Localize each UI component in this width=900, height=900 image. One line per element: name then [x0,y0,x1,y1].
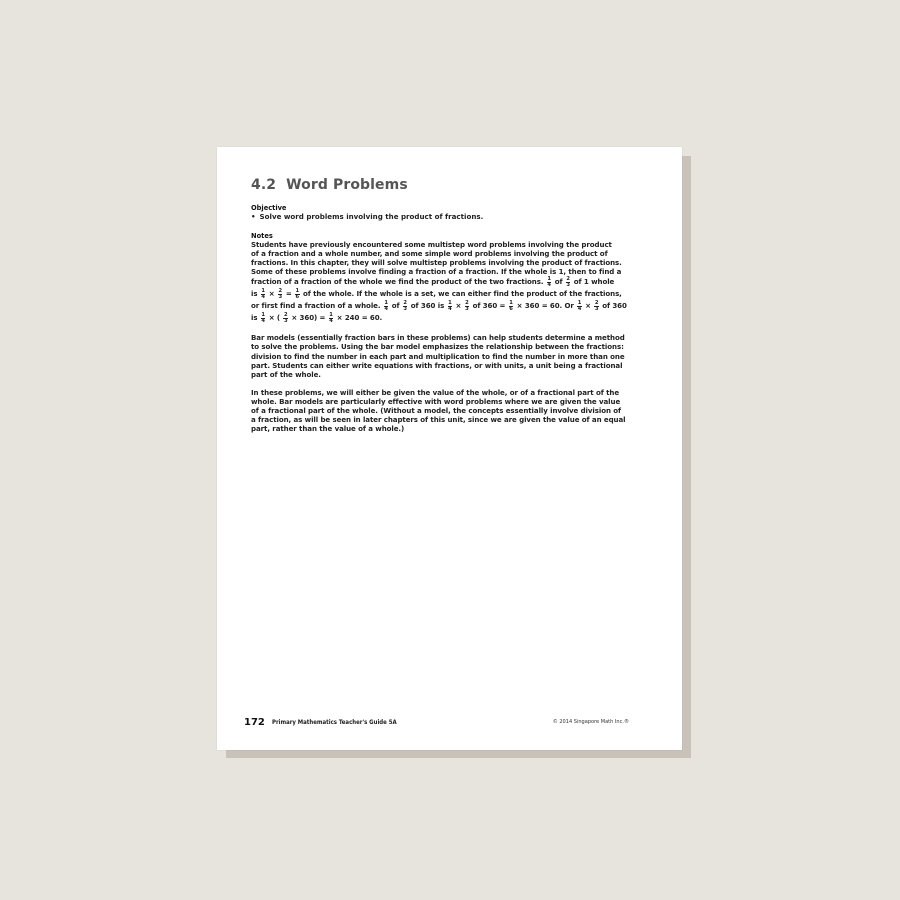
fraction: $\frac{1}{6}$ [295,287,300,300]
objective-item-text: Solve word problems involving the product of fractions. [259,212,484,221]
text-line: a fraction, as will be seen in later chapters of this unit, since we are given the value of an equal [251,415,626,425]
text-run: × 240 = 60. [336,313,383,323]
text-run: of the whole. If the whole is a set, we can either find the product of the fractions, [302,289,622,299]
text-line: Some of these problems involve finding a fraction of a fraction. If the whole is 1, then to find a [251,267,622,277]
text-run: of 360 is [410,301,445,311]
section-title-text: Word Problems [286,177,408,193]
text-run: × [455,301,462,311]
notes-heading: Notes [251,231,273,240]
bullet-icon: • [251,212,256,221]
section-title [251,177,617,193]
page-content [251,177,627,442]
section-number: 4.2 [251,177,277,193]
fraction: $\frac{1}{4}$ [261,311,265,324]
notes-paragraph-3 [251,387,626,434]
fraction: $\frac{1}{4}$ [448,299,452,312]
fraction: $\frac{1}{6}$ [509,299,513,312]
fraction: $\frac{2}{3}$ [465,299,469,312]
book-title: Primary Mathematics Teacher's Guide 5A [272,719,397,726]
text-run: of 1 whole [573,277,615,287]
text-run: × [268,289,275,299]
document-page [217,147,682,750]
fraction: $\frac{1}{4}$ [384,299,388,312]
page-number: 172 [244,717,265,728]
text-run: fraction of a fraction of the whole we find the product of the two fractions. [251,277,544,287]
text-line: part of the whole. [251,369,321,379]
text-line: of a fraction and a whole number, and some simple word problems involving the product of [251,249,608,259]
text-line: Students have previously encountered some multistep word problems involving the product [251,240,612,249]
text-line: fractions. In this chapter, they will solve multistep problems involving the product of fractions. [251,258,622,268]
text-run: × ( [268,313,281,323]
text-run: × 360) = [291,313,326,323]
text-line: whole. Bar models are particularly effective with word problems where we are given the value [251,396,621,406]
fraction: $\frac{2}{3}$ [566,275,570,288]
math-line [251,276,617,288]
math-line [251,299,627,312]
text-line: Bar models (essentially fraction bars in these problems) can help students determine a method [251,333,625,343]
page-footer [244,717,629,729]
fraction: $\frac{1}{4}$ [261,287,265,300]
text-line: division to find the number in each part and multiplication to find the number in more than one [251,351,625,361]
text-run: = [285,289,292,299]
text-run: or first find a fraction of a whole. [251,301,381,311]
fraction: $\frac{1}{4}$ [547,275,551,288]
fraction: $\frac{2}{3}$ [283,311,288,324]
text-run: is [251,289,258,299]
text-run: × 360 = 60. Or [516,301,574,311]
fraction: $\frac{2}{3}$ [594,299,599,312]
text-run: of [391,301,400,311]
notes-paragraph-1 [251,240,627,324]
text-line: part, rather than the value of a whole.) [251,424,405,434]
text-run: of 360 [602,301,627,311]
objective-heading: Objective [251,203,287,212]
text-run: of 360 = [472,301,506,311]
math-line [251,287,622,300]
notes-paragraph-2 [251,333,625,379]
objective-item [251,212,617,221]
text-run: of [554,277,563,287]
text-line: part. Students can either write equations with fractions, or with units, a unit being a fractional [251,360,623,370]
copyright-notice: © 2014 Singapore Math Inc.® [552,719,629,725]
text-run: × [585,301,591,311]
text-line: of a fractional part of the whole. (Without a model, the concepts essentially involve division of [251,406,622,416]
fraction: $\frac{2}{3}$ [278,287,282,300]
fraction: $\frac{2}{3}$ [403,299,407,312]
fraction: $\frac{1}{4}$ [329,311,333,324]
fraction: $\frac{1}{4}$ [577,299,582,312]
math-line [251,312,617,324]
text-line: to solve the problems. Using the bar model emphasizes the relationship between the fractions: [251,342,624,352]
text-run: is [251,313,258,323]
text-line: In these problems, we will either be given the value of the whole, or of a fractional part of the [251,387,620,397]
